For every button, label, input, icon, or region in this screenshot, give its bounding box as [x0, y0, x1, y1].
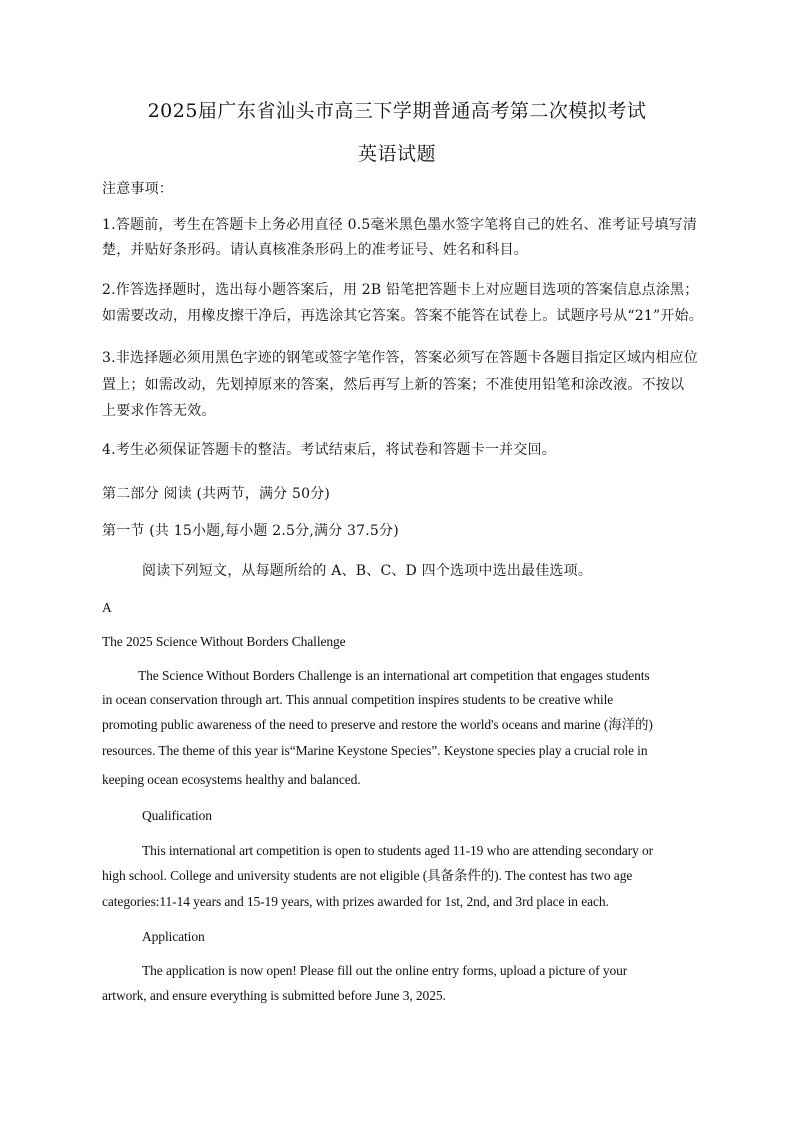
application-heading: Application — [142, 929, 205, 944]
qualification-heading: Qualification — [142, 808, 212, 823]
notice-item-2-line-1: 2.作答选择题时，选出每小题答案后，用 2B 铅笔把答题卡上对应题目选项的答案信息点涂黑； — [102, 282, 699, 298]
section-sub-heading: 第一节 (共 15小题,每小题 2.5分,满分 37.5分) — [102, 523, 399, 539]
passage-intro-line-5: keeping ocean ecosystems healthy and balanced. — [102, 772, 361, 787]
notice-item-3-line-2: 置上；如需改动，先划掉原来的答案，然后再写上新的答案；不准使用铅笔和涂改液。不按以 — [102, 377, 685, 393]
notice-item-2-line-2: 如需要改动，用橡皮擦干净后，再选涂其它答案。答案不能答在试卷上。试题序号从“21”开始。 — [102, 308, 703, 324]
application-line-1: The application is now open! Please fill out the online entry forms, upload a picture of your — [142, 963, 628, 978]
exam-title: 2025届广东省汕头市高三下学期普通高考第二次模拟考试 — [147, 100, 647, 122]
exam-subtitle: 英语试题 — [357, 143, 436, 165]
qualification-line-1: This international art competition is open to students aged 11-19 who are attending secondary or — [142, 843, 654, 858]
passage-intro-line-3: promoting public awareness of the need to preserve and restore the world's oceans and marine (海洋的) — [102, 717, 653, 732]
passage-title: The 2025 Science Without Borders Challenge — [102, 634, 346, 649]
passage-intro-line-1: The Science Without Borders Challenge is an international art competition that engages students — [138, 668, 650, 683]
notice-item-1-line-2: 楚，并贴好条形码。请认真核准条形码上的准考证号、姓名和科目。 — [102, 242, 528, 258]
qualification-line-2: high school. College and university students are not eligible (具备条件的). The contest has two age — [102, 868, 633, 883]
notice-item-1-line-1: 1.答题前，考生在答题卡上务必用直径 0.5毫米黑色墨水签字笔将自己的姓名、准考证号填写清 — [102, 217, 698, 233]
section-part-heading: 第二部分 阅读 (共两节，满分 50分) — [102, 486, 331, 502]
qualification-line-3: categories:11-14 years and 15-19 years, with prizes awarded for 1st, 2nd, and 3rd place in each. — [102, 894, 609, 909]
passage-label: A — [102, 600, 112, 615]
passage-intro-line-4: resources. The theme of this year is“Marine Keystone Species”. Keystone species play a crucial role in — [102, 743, 648, 758]
notice-item-3-line-3: 上要求作答无效。 — [102, 403, 216, 419]
section-instruction: 阅读下列短文，从每题所给的 A、B、C、D 四个选项中选出最佳选项。 — [142, 563, 593, 579]
notice-heading: 注意事项： — [102, 181, 173, 197]
notice-item-4-line-1: 4.考生必须保证答题卡的整洁。考试结束后，将试卷和答题卡一并交回。 — [102, 442, 556, 458]
passage-intro-line-2: in ocean conservation through art. This annual competition inspires students to be creative while — [102, 692, 614, 707]
notice-item-3-line-1: 3.非选择题必须用黑色字迹的钢笔或签字笔作答，答案必须写在答题卡各题目指定区域内相应位 — [102, 350, 698, 366]
application-line-2: artwork, and ensure everything is submitted before June 3, 2025. — [102, 988, 446, 1003]
